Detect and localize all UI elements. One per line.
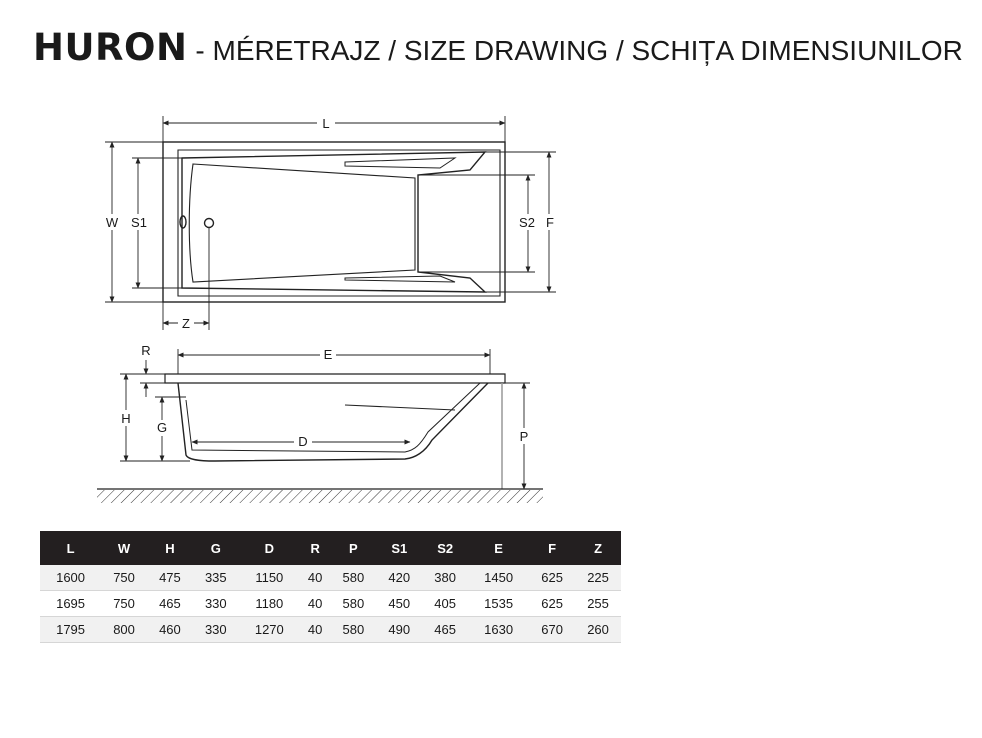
table-cell: 580 xyxy=(330,565,376,591)
dim-label-H: H xyxy=(121,411,131,426)
table-cell: 1450 xyxy=(468,565,529,591)
dim-label-Z: Z xyxy=(182,316,190,331)
drain-hole xyxy=(205,219,214,228)
column-header: R xyxy=(300,531,331,565)
dimensions-table xyxy=(40,531,621,643)
tub-basin-inner xyxy=(189,164,415,282)
table-cell: 580 xyxy=(330,591,376,617)
table-cell: 465 xyxy=(422,617,468,643)
overflow-hole xyxy=(180,216,186,228)
table-cell: 1630 xyxy=(468,617,529,643)
tub-side-body xyxy=(178,383,488,461)
table-cell: 380 xyxy=(422,565,468,591)
table-cell: 1150 xyxy=(239,565,300,591)
table-cell: 670 xyxy=(529,617,575,643)
column-header: E xyxy=(468,531,529,565)
column-header: F xyxy=(529,531,575,565)
table-header-row xyxy=(40,531,621,565)
column-header: S2 xyxy=(422,531,468,565)
column-header: Z xyxy=(575,531,621,565)
table-cell: 1270 xyxy=(239,617,300,643)
dim-label-F: F xyxy=(546,215,554,230)
column-header: D xyxy=(239,531,300,565)
dim-label-L: L xyxy=(322,116,330,131)
drawing-subtitle: - MÉRETRAJZ / SIZE DRAWING / SCHIȚA DIMENSIUNILOR xyxy=(195,35,963,66)
table-cell: 225 xyxy=(575,565,621,591)
table-cell: 1535 xyxy=(468,591,529,617)
tub-side-armrest xyxy=(345,405,455,410)
column-header: G xyxy=(193,531,239,565)
floor xyxy=(97,489,543,503)
table-cell: 260 xyxy=(575,617,621,643)
table-cell: 40 xyxy=(300,591,331,617)
table-cell: 625 xyxy=(529,565,575,591)
column-header: W xyxy=(101,531,147,565)
table-cell: 750 xyxy=(101,591,147,617)
table-cell: 1180 xyxy=(239,591,300,617)
table-cell: 405 xyxy=(422,591,468,617)
table-cell: 330 xyxy=(193,617,239,643)
table-cell: 420 xyxy=(376,565,422,591)
table-cell: 330 xyxy=(193,591,239,617)
dim-label-G: G xyxy=(156,420,168,435)
top-view xyxy=(105,116,556,330)
column-header: P xyxy=(330,531,376,565)
side-view xyxy=(120,349,530,489)
table-cell: 750 xyxy=(101,565,147,591)
table-cell: 490 xyxy=(376,617,422,643)
table-cell: 1695 xyxy=(40,591,101,617)
table-row xyxy=(40,617,621,643)
table-cell: 625 xyxy=(529,591,575,617)
column-header: L xyxy=(40,531,101,565)
column-header: H xyxy=(147,531,193,565)
armrest-bottom xyxy=(345,276,455,282)
table-cell: 1795 xyxy=(40,617,101,643)
table-cell: 475 xyxy=(147,565,193,591)
table-row xyxy=(40,565,621,591)
dim-label-S1: S1 xyxy=(131,215,147,230)
dim-label-W: W xyxy=(105,215,119,230)
table-cell: 465 xyxy=(147,591,193,617)
table-cell: 335 xyxy=(193,565,239,591)
dim-label-D: D xyxy=(298,434,308,449)
table-cell: 580 xyxy=(330,617,376,643)
tub-outer-rim xyxy=(163,142,505,302)
table-cell: 40 xyxy=(300,617,331,643)
table-cell: 40 xyxy=(300,565,331,591)
dim-label-S2: S2 xyxy=(519,215,535,230)
table-cell: 450 xyxy=(376,591,422,617)
table-row xyxy=(40,591,621,617)
product-name: HURON xyxy=(33,26,188,69)
table-cell: 800 xyxy=(101,617,147,643)
tub-side-rim xyxy=(165,374,505,383)
armrest-top xyxy=(345,158,455,168)
dim-label-P: P xyxy=(519,429,529,444)
table-cell: 460 xyxy=(147,617,193,643)
table-cell: 1600 xyxy=(40,565,101,591)
column-header: S1 xyxy=(376,531,422,565)
dim-label-E: E xyxy=(323,347,333,362)
table-cell: 255 xyxy=(575,591,621,617)
dim-label-R: R xyxy=(141,343,151,358)
